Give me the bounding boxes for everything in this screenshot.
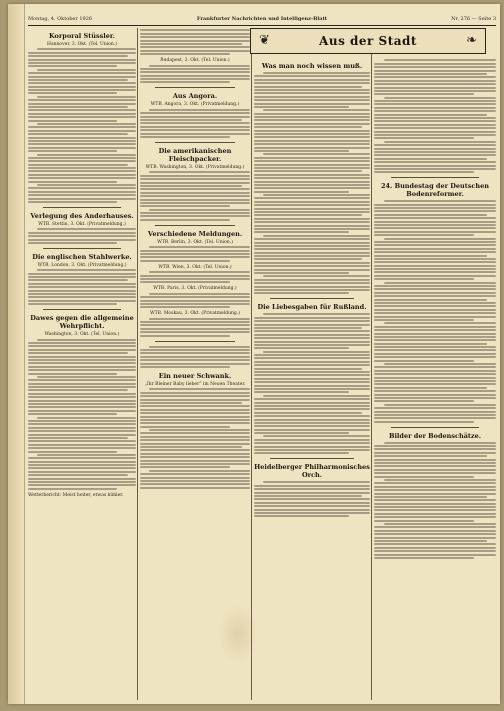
- article-body: [140, 109, 250, 138]
- separator-rule: [270, 298, 354, 299]
- separator-rule: [43, 207, 121, 208]
- article-dateline: WTB. Berlin, 3. Okt. (Tel. Union.): [157, 239, 233, 245]
- article-dateline: WTB. Paris, 3. Okt. (Privatmeldung.): [153, 286, 237, 292]
- separator-rule: [43, 309, 121, 310]
- article-headline: Die englischen Stahlwerke.: [32, 252, 132, 261]
- article-dateline: WTB. Moskau, 3. Okt. (Privatmeldung.): [150, 311, 240, 317]
- separator-rule: [155, 225, 234, 226]
- column-3: [254, 58, 370, 520]
- column-2: [140, 28, 250, 492]
- article-body: [28, 339, 136, 490]
- article-headline: Dawes gegen die allgemeine Wehrpflicht.: [30, 314, 134, 331]
- column-rule: [371, 28, 372, 700]
- article-body: [28, 48, 136, 203]
- article-headline: 24. Bundestag der Deutschen Bodenreformer.: [381, 182, 489, 199]
- weather-note: Wetterbericht: Meist heiter, etwas kühler.: [28, 492, 124, 498]
- article-body: [140, 171, 250, 220]
- paper-stain: [218, 604, 258, 664]
- header-masthead: Frankfurter Nachrichten und Intelligenz-Blatt: [196, 16, 328, 22]
- column-4: [374, 58, 496, 562]
- article-headline: Korporal Stüssler.: [49, 32, 115, 40]
- section-title: Aus der Stadt: [319, 34, 417, 48]
- newspaper-page: [8, 4, 500, 704]
- article-dateline: WTB. Stettin, 3. Okt. (Privatmeldung.): [38, 221, 126, 227]
- article-body: [254, 313, 370, 454]
- article-body: [374, 200, 496, 422]
- article-body: [254, 72, 370, 294]
- article-dateline: WTB. Wien, 3. Okt. (Tel. Union.): [158, 264, 232, 270]
- article-body: [140, 346, 250, 368]
- article-body: [140, 65, 250, 84]
- article-headline: Die Liebesgaben für Rußland.: [257, 303, 367, 312]
- article-dateline: WTB. Angora, 3. Okt. (Privatmeldung.): [150, 102, 240, 108]
- separator-rule: [391, 427, 479, 428]
- separator-rule: [270, 458, 354, 459]
- separator-rule: [155, 142, 234, 143]
- column-1: [28, 28, 136, 499]
- section-banner: [250, 28, 486, 54]
- article-headline: Was man noch wissen muß.: [261, 62, 363, 70]
- separator-rule: [155, 341, 234, 342]
- article-headline: Bilder der Bodenschätze.: [388, 431, 482, 440]
- separator-rule: [155, 87, 234, 88]
- separator-rule: [391, 177, 479, 178]
- article-body: [140, 271, 250, 283]
- article-dateline: Washington, 3. Okt. (Tel. Union.): [44, 332, 120, 338]
- article-dateline: Budapest, 3. Okt. (Tel. Union.): [160, 58, 230, 64]
- article-body: [28, 228, 136, 244]
- column-rule: [251, 28, 252, 700]
- header-page-number: Nr. 276 — Seite 3: [451, 16, 496, 22]
- article-body: [374, 442, 496, 559]
- article-body: [140, 29, 250, 55]
- separator-rule: [43, 248, 121, 249]
- article-body: [140, 388, 250, 488]
- binding-gutter: [8, 4, 25, 704]
- article-subheadline: „Ihr Bleiner Baby lieber“ im Neuen Theater.: [144, 382, 246, 387]
- article-headline: Die amerikanischen Fleischpacker.: [158, 146, 232, 163]
- article-headline: Heidelberger Philharmonisches Orch.: [254, 463, 370, 480]
- article-dateline: Hannover, 3. Okt. (Tel. Union.): [47, 42, 117, 47]
- article-headline: Ein neuer Schwank.: [158, 372, 232, 380]
- article-headline: Verschiedene Meldungen.: [147, 229, 243, 238]
- article-body: [140, 293, 250, 309]
- ornament-icon: ❧: [466, 33, 477, 48]
- article-headline: Verlegung des Anderhauses.: [30, 211, 134, 220]
- article-body: [140, 246, 250, 262]
- ornament-icon: ❦: [259, 33, 270, 48]
- article-body: [254, 481, 370, 517]
- header-date: Montag, 4. Oktober 1926: [28, 16, 93, 22]
- article-body: [28, 269, 136, 305]
- article-headline: Aus Angora.: [172, 92, 218, 101]
- article-dateline: WTB. London, 3. Okt. (Privatmeldung.): [37, 262, 127, 268]
- article-body: [140, 318, 250, 337]
- column-rule: [137, 28, 138, 700]
- article-dateline: WTB. Washington, 3. Okt. (Privatmeldung.): [145, 164, 245, 170]
- page-header: [28, 13, 496, 26]
- article-body: [374, 59, 496, 173]
